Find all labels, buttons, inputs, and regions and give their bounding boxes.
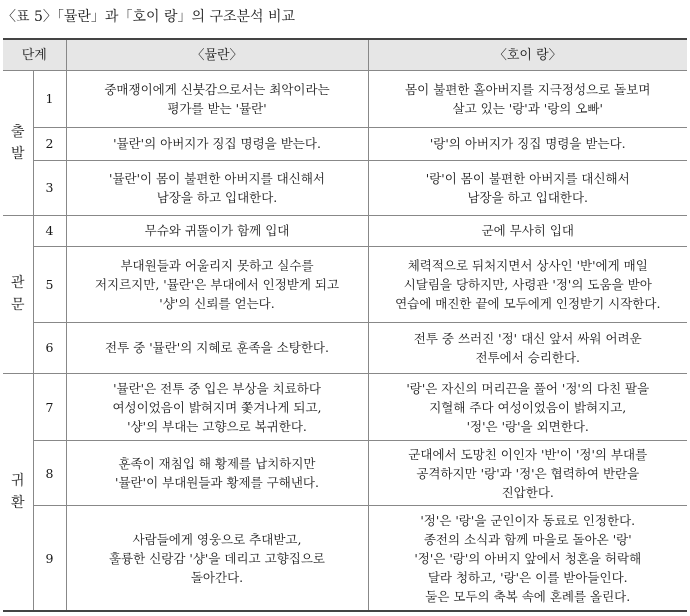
table-row — [3, 506, 687, 611]
hoilang-text-line: 지혈해 주다 여성이었음이 밝혀지고, — [429, 399, 627, 415]
hoilang-text-line: 달라 청하고, '랑'은 이를 받아들인다. — [427, 569, 628, 585]
hoilang-text-line: 남장을 하고 입대한다. — [467, 189, 589, 205]
hoilang-text-line: 전투 중 쓰러진 '정' 대신 앞서 싸워 어려운 — [413, 330, 642, 346]
row-number: 9 — [33, 506, 66, 611]
hoilang-cell — [368, 71, 687, 128]
mulan-text-line: 전투 중 '뮬란'의 지혜로 훈족을 소탕한다. — [105, 340, 329, 356]
structure-comparison-table — [3, 38, 687, 612]
stage-label-char: 귀 — [10, 472, 25, 489]
mulan-text-line: 저지르지만, '뮬란'은 부대에서 인정받게 되고 — [94, 276, 340, 292]
row-number: 3 — [33, 161, 66, 216]
mulan-text-line: '샹'의 신뢰를 얻는다. — [159, 295, 275, 311]
row-number: 7 — [33, 373, 66, 440]
table-row — [3, 247, 687, 322]
hoilang-text-line: 체력적으로 뒤처지면서 상사인 '반'에게 매일 — [407, 257, 648, 273]
hoilang-text-line: 둘은 모두의 축복 속에 혼례를 올린다. — [425, 588, 631, 604]
mulan-text-line: 여성이었음이 밝혀지며 쫓겨나게 되고, — [112, 399, 322, 415]
row-number: 4 — [33, 215, 66, 246]
mulan-text-line: 훈족이 재침입 해 황제를 납치하지만 — [118, 456, 316, 472]
header-mulan: 〈뮬란〉 — [66, 39, 368, 71]
stage-label-char: 발 — [10, 145, 25, 162]
hoilang-text-line: 살고 있는 '랑'과 '랑의 오빠' — [452, 100, 603, 116]
hoilang-text-line: '정'은 '랑'을 군인이자 동료로 인정한다. — [420, 512, 636, 528]
header-stage: 단계 — [3, 39, 66, 71]
table-row — [3, 441, 687, 506]
table-row — [3, 71, 687, 128]
mulan-text-line: 평가를 받는 '뮬란' — [167, 100, 267, 116]
hoilang-cell — [368, 441, 687, 506]
row-number: 2 — [33, 127, 66, 161]
stage-cell — [3, 373, 33, 611]
mulan-text-line: 무슈와 귀뚤이가 함께 입대 — [144, 223, 290, 239]
header-row — [3, 39, 687, 71]
mulan-cell — [66, 373, 368, 440]
mulan-text-line: 돌아간다. — [190, 569, 244, 585]
hoilang-text-line: 몸이 불편한 홀아버지를 지극정성으로 돌보며 — [405, 81, 651, 97]
hoilang-text-line: 종전의 소식과 함께 마을로 돌아온 '랑' — [423, 531, 632, 547]
stage-label-char: 문 — [10, 297, 25, 314]
row-number: 1 — [33, 71, 66, 128]
mulan-text-line: '뮬란'이 부대원들과 황제를 구해낸다. — [115, 475, 319, 491]
stage-cell — [3, 71, 33, 216]
stage-label-char: 출 — [10, 123, 25, 140]
hoilang-text-line: '랑'이 몸이 불편한 아버지를 대신해서 — [425, 170, 630, 186]
mulan-text-line: 남장을 하고 입대한다. — [156, 189, 278, 205]
hoilang-text-line: 시달림을 당하지만, 사령관 '정'의 도움을 받아 — [403, 276, 652, 292]
row-number: 5 — [33, 247, 66, 322]
mulan-text-line: '뮬란'이 몸이 불편한 아버지를 대신해서 — [109, 170, 325, 186]
hoilang-cell — [368, 322, 687, 373]
hoilang-text-line: '랑'은 자신의 머리끈을 풀어 '정'의 다친 팔을 — [406, 380, 650, 396]
hoilang-text-line: '정'은 '랑'을 외면한다. — [466, 418, 589, 434]
mulan-text-line: 중매쟁이에게 신붓감으로서는 최악이라는 — [104, 81, 330, 97]
mulan-text-line: 부대원들과 어울리지 못하고 실수를 — [120, 257, 314, 273]
hoilang-text-line: '정'은 '랑'의 아버지 앞에서 청혼을 허락해 — [414, 550, 642, 566]
mulan-cell — [66, 247, 368, 322]
hoilang-text-line: 진압한다. — [501, 484, 554, 500]
hoilang-cell — [368, 161, 687, 216]
hoilang-text-line: 공격하지만 '랑'과 '정'은 협력하여 반란을 — [416, 465, 640, 481]
mulan-cell — [66, 71, 368, 128]
table-row — [3, 215, 687, 246]
mulan-text-line: 사람들에게 영웅으로 추대받고, — [132, 531, 302, 547]
hoilang-cell — [368, 247, 687, 322]
hoilang-cell — [368, 506, 687, 611]
mulan-text-line: '뮬란'의 아버지가 징집 명령을 받는다. — [113, 136, 321, 152]
table-row — [3, 127, 687, 161]
hoilang-cell — [368, 127, 687, 161]
hoilang-text-line: 군에 무사히 입대 — [481, 223, 574, 239]
table-row — [3, 373, 687, 440]
header-hoilang: 〈호이 랑〉 — [368, 39, 687, 71]
mulan-cell — [66, 322, 368, 373]
mulan-cell — [66, 161, 368, 216]
table-row — [3, 322, 687, 373]
stage-label-char: 환 — [10, 494, 25, 511]
stage-cell — [3, 215, 33, 373]
table-caption: 〈표 5〉「뮬란」과「호이 랑」의 구조분석 비교 — [2, 9, 296, 25]
row-number: 8 — [33, 441, 66, 506]
mulan-cell — [66, 441, 368, 506]
hoilang-text-line: '랑'의 아버지가 징집 명령을 받는다. — [429, 136, 626, 152]
hoilang-text-line: 군대에서 도망친 이인자 '반'이 '정'의 부대를 — [408, 446, 648, 462]
mulan-cell — [66, 215, 368, 246]
hoilang-cell — [368, 215, 687, 246]
mulan-text-line: '샹'의 부대는 고향으로 복귀한다. — [127, 418, 307, 434]
hoilang-text-line: 전투에서 승리한다. — [475, 349, 581, 365]
mulan-cell — [66, 127, 368, 161]
table-row — [3, 161, 687, 216]
row-number: 6 — [33, 322, 66, 373]
mulan-text-line: 훌륭한 신랑감 '샹'을 데리고 고향집으로 — [109, 550, 325, 566]
mulan-cell — [66, 506, 368, 611]
stage-label-char: 관 — [10, 275, 25, 292]
hoilang-text-line: 연습에 매진한 끝에 모두에게 인정받기 시작한다. — [395, 295, 661, 311]
mulan-text-line: '뮬란'은 전투 중 입은 부상을 치료하다 — [113, 380, 321, 396]
hoilang-cell — [368, 373, 687, 440]
